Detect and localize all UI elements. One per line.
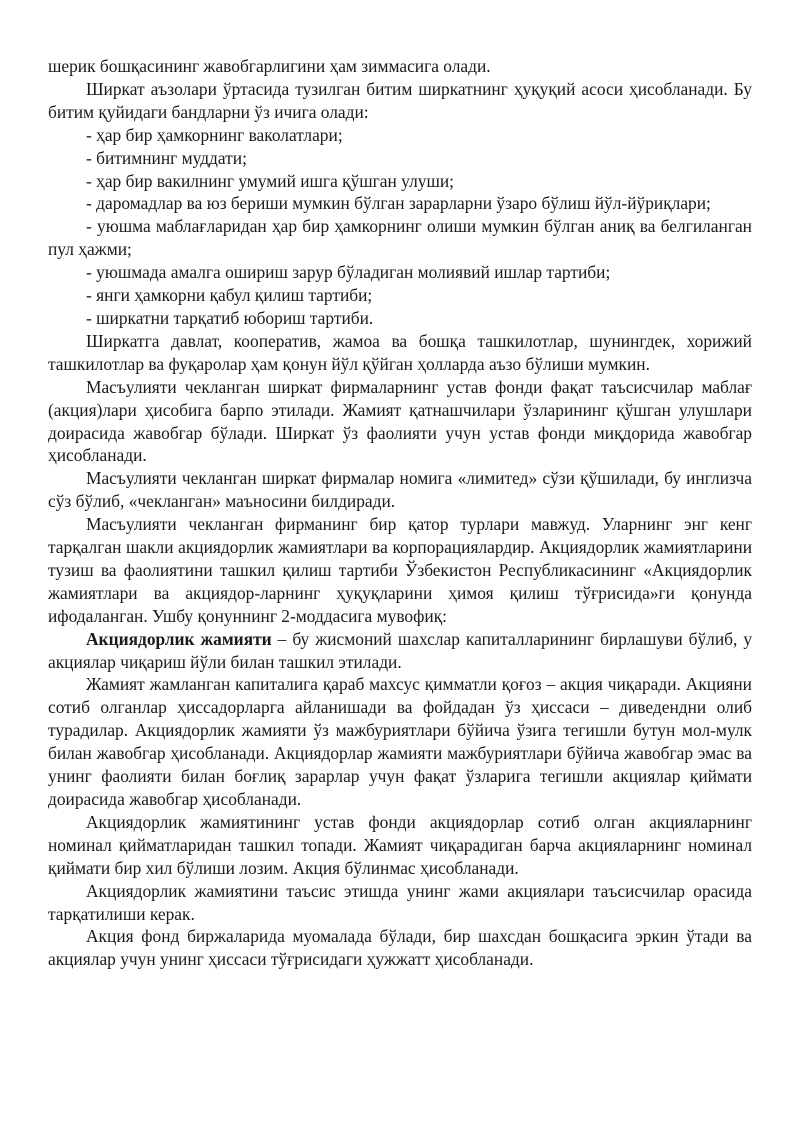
definition-paragraph xyxy=(48,628,752,674)
definition-text: – бу жисмоний шахслар капиталларининг бирлашуви бўлиб, у акциялар чиқариш йўли билан ташкил этилади. xyxy=(48,628,753,672)
paragraph: Жамият жамланган капиталига қараб махсус қимматли қоғоз – акция чиқаради. Акцияни сотиб олганлар ҳиссадорларга айланишади ва фойдадан ўз ҳиссаси – диведендни олиб турадилар. Акциядорлик жамияти ўз мажбуриятлари бўйича ўзига тегишли бутун мол-мулк билан жавобгар ҳисобланади. Акциядорлар жамияти мажбуриятлари бўйича жавобгар эмас ва унинг фаолияти билан боғлиқ зарарлар учун фақат ўзларига тегишли акциялар қиймати доирасида жавобгар ҳисобланади. xyxy=(48,674,752,809)
document-page xyxy=(48,55,752,971)
paragraph: Акциядорлик жамиятининг устав фонди акциядорлар сотиб олган акцияларнинг номинал қийматларидан ташкил топади. Жамият чиқарадиган барча акцияларнинг номинал қиймати бир хил бўлиши лозим. Акция бўлинмас ҳисобланади. xyxy=(48,811,752,878)
list-item: - ширкатни тарқатиб юбориш тартиби. xyxy=(86,307,374,328)
paragraph: Масъулияти чекланган фирманинг бир қатор турлари мавжуд. Уларнинг энг кенг тарқалган шакли акциядорлик жамиятлари ва корпорациялардир. Акциядорлик жамиятларини тузиш ва фаолиятини ташкил қилиш тартиби Ўзбекистон Республикасининг «Акциядорлик жамиятлари ва акциядор-ларнинг ҳуқуқларини ҳимоя қилиш тўғрисида»ги қонунда ифодаланган. Ушбу қонуннинг 2-моддасига мувофиқ: xyxy=(48,514,752,626)
list-item: - даромадлар ва юз бериши мумкин бўлган зарарларни ўзаро бўлиш йўл-йўриқлари; xyxy=(86,193,711,214)
paragraph: Акция фонд биржаларида муомалада бўлади, бир шахсдан бошқасига эркин ўтади ва акциялар учун унинг ҳиссаси тўғрисидаги ҳужжатт ҳисобланади. xyxy=(48,926,752,970)
list-item: - янги ҳамкорни қабул қилиш тартиби; xyxy=(86,285,373,306)
paragraph: Ширкатга давлат, кооператив, жамоа ва бошқа ташкилотлар, шунингдек, хорижий ташкилотлар ва фуқаролар ҳам қонун йўл қўйган ҳолларда аъзо бўлиши мумкин. xyxy=(48,330,752,374)
list-item: - уюшмада амалга ошириш зарур бўладиган молиявий ишлар тартиби; xyxy=(86,262,611,283)
defined-term: Акциядорлик жамияти xyxy=(86,628,272,649)
paragraph: Масъулияти чекланган ширкат фирмалар номига «лимитед» сўзи қўшилади, бу инглизча сўз бўлиб, «чекланган» маъносини билдиради. xyxy=(48,468,752,512)
list-item: - уюшма маблағларидан ҳар бир ҳамкорнинг олиши мумкин бўлган аниқ ва белгиланган пул ҳажми; xyxy=(48,216,752,260)
paragraph: Масъулияти чекланган ширкат фирмаларнинг устав фонди фақат таъсисчилар маблағ (акция)лари ҳисобига барпо этилади. Жамият қатнашчилари ўзларининг қўшган улушлари доирасида жавобгар бўлади. Ширкат ўз фаолияти учун устав фонди миқдорида жавобгар ҳисобланади. xyxy=(48,376,752,466)
list-item: - ҳар бир вакилнинг умумий ишга қўшган улуши; xyxy=(86,170,455,191)
list-item: - битимнинг муддати; xyxy=(86,147,247,168)
list-item: - ҳар бир ҳамкорнинг ваколатлари; xyxy=(86,124,343,145)
paragraph: шерик бошқасининг жавобгарлигини ҳам зиммасига олади. xyxy=(48,56,491,76)
paragraph: Акциядорлик жамиятини таъсис этишда унинг жами акциялари таъсисчилар орасида тарқатилиши керак. xyxy=(48,880,752,924)
paragraph: Ширкат аъзолари ўртасида тузилган битим ширкатнинг ҳуқуқий асоси ҳисобланади. Бу битим қуйидаги бандларни ўз ичига олади: xyxy=(48,78,752,122)
